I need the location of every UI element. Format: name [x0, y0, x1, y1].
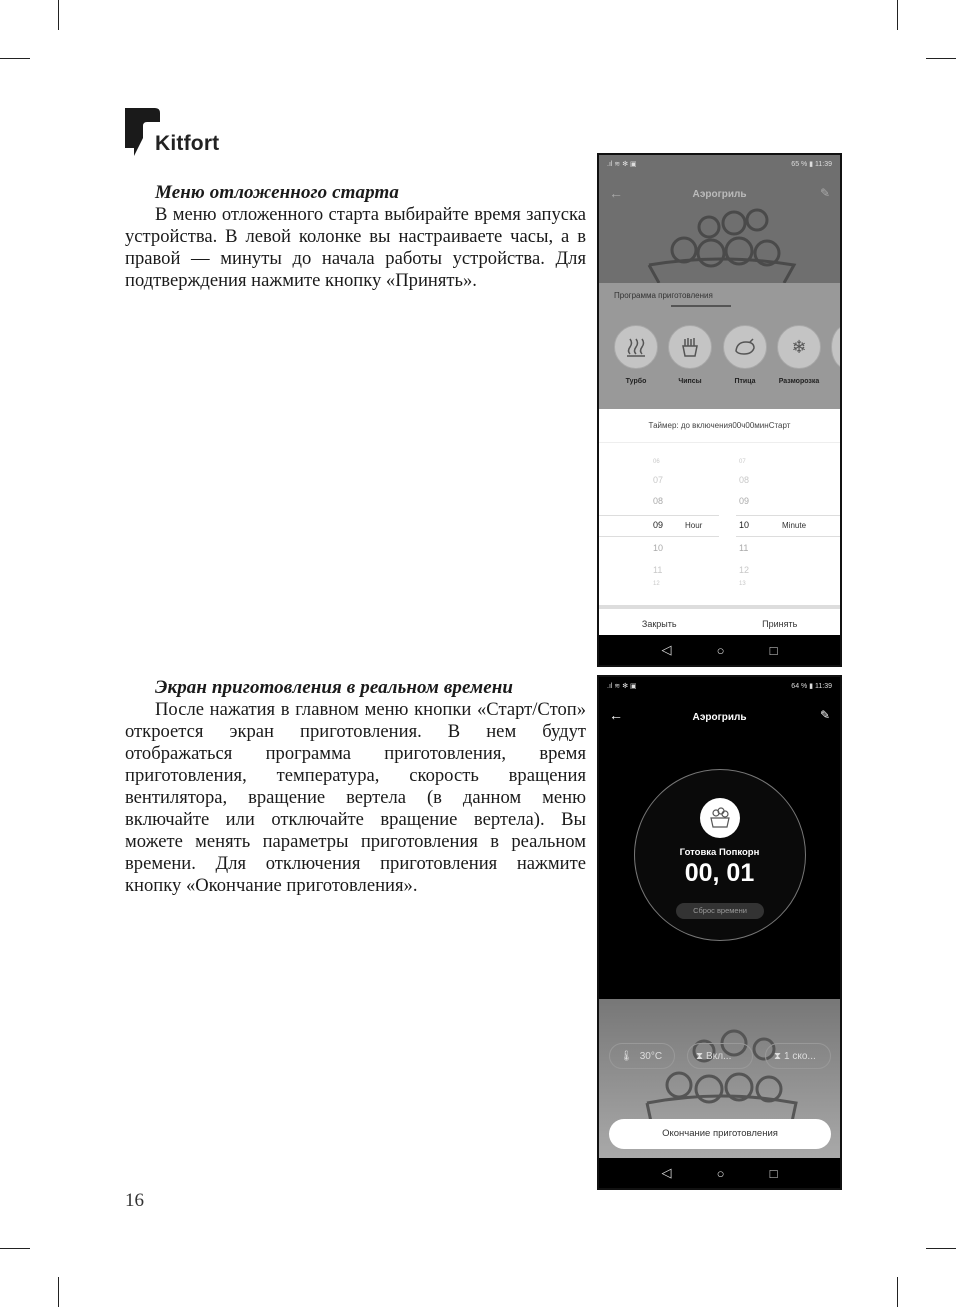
- nav-recents-icon[interactable]: □: [769, 642, 778, 658]
- program-name: Чипсы: [678, 378, 702, 385]
- reset-time-button[interactable]: Сброс времени: [676, 903, 764, 919]
- temperature-value: 30°C: [639, 1050, 663, 1062]
- back-arrow-icon[interactable]: ←: [609, 185, 623, 201]
- fan-speed-chip[interactable]: [765, 1043, 831, 1069]
- hour-picker[interactable]: [599, 449, 719, 599]
- picker-value: 13: [739, 581, 746, 587]
- program-defrost[interactable]: [777, 325, 821, 385]
- picker-value: 08: [739, 475, 750, 485]
- picker-selected-hour: 09: [653, 520, 664, 530]
- section-body: В меню отложенного старта выбирайте время запуска устройства. В левой колонке вы настраиваете часы, а в правой — минуты до начала работы устройства. Для подтверждения нажмите кнопку «Принять».: [125, 204, 586, 291]
- popcorn-icon: [708, 807, 732, 829]
- crop-mark: [926, 58, 956, 59]
- program-partial: [831, 325, 842, 369]
- popcorn-badge: [700, 798, 740, 838]
- crop-mark: [0, 58, 30, 59]
- cooking-time: 00, 01: [684, 859, 755, 887]
- section-realtime-cooking: [125, 677, 586, 897]
- picker-value: 07: [739, 459, 746, 465]
- programs-panel: [599, 283, 840, 411]
- battery-time: 64 % ▮ 11:39: [791, 683, 832, 690]
- picker-value: 07: [653, 475, 664, 485]
- snowflake-icon: ❄: [791, 336, 807, 357]
- crop-mark: [0, 1248, 30, 1249]
- crop-mark: [926, 1248, 956, 1249]
- programs-label-underline: [671, 305, 731, 307]
- spit-value: Вкл...: [706, 1050, 732, 1062]
- program-chips[interactable]: [668, 325, 712, 385]
- close-button[interactable]: Закрыть: [641, 619, 677, 629]
- program-name: Готовка Попкорн: [679, 847, 760, 858]
- picker-value: 10: [653, 543, 664, 553]
- nav-home-icon[interactable]: ○: [716, 1165, 725, 1181]
- crop-mark: [58, 1277, 59, 1307]
- signal-icon: .ıl ≋ ✻ ▣: [607, 683, 637, 690]
- bottom-panel: [599, 999, 840, 1161]
- status-bar: [599, 677, 840, 695]
- nav-home-icon[interactable]: ○: [716, 642, 725, 658]
- thermometer-icon: 🌡: [620, 1050, 633, 1062]
- hour-unit-label: Hour: [685, 521, 703, 530]
- program-name: Птица: [734, 378, 756, 385]
- section-title: Экран приготовления в реальном времени: [155, 677, 514, 698]
- header-title: Аэрогриль: [692, 712, 747, 723]
- timer-sheet: [599, 409, 840, 639]
- edit-pencil-icon[interactable]: ✎: [819, 708, 830, 722]
- picker-value: 12: [653, 581, 660, 587]
- back-arrow-icon[interactable]: ←: [609, 707, 623, 723]
- spit-chip[interactable]: [687, 1043, 753, 1069]
- minute-unit-label: Minute: [782, 521, 807, 530]
- phone-screenshot-delay-start: [597, 153, 842, 667]
- divider: [599, 442, 840, 443]
- section-delayed-start: [125, 182, 586, 292]
- accept-button[interactable]: Принять: [762, 619, 798, 629]
- brand-name: Kitfort: [155, 132, 220, 155]
- crop-mark: [897, 0, 898, 30]
- picker-value: 09: [739, 496, 750, 506]
- divider: [599, 605, 840, 609]
- temperature-chip[interactable]: [609, 1043, 675, 1069]
- section-body: После нажатия в главном меню кнопки «Старт/Стоп» откроется экран приготовления. В нем будут отображаться программа приготовления, время приготовления, температура, скорость вращения вентилятора, вращение вертела (в данном меню включайте или отключайте вращение вертела). Вы можете менять параметры приготовления в реальном времени. Для отключения приготовления нажмите кнопку «Окончание приготовления».: [125, 699, 586, 896]
- signal-icon: .ıl ≋ ✻ ▣: [607, 161, 637, 168]
- program-name: Разморозка: [778, 378, 820, 385]
- minute-picker[interactable]: [736, 449, 840, 599]
- crop-mark: [897, 1277, 898, 1307]
- page-number: 16: [125, 1190, 144, 1211]
- hourglass-icon: ⧗: [774, 1050, 782, 1062]
- picker-value: 12: [739, 565, 750, 575]
- battery-time: 65 % ▮ 11:39: [791, 161, 832, 168]
- fries-icon: [679, 336, 701, 358]
- program-name: Турбо: [625, 378, 647, 385]
- picker-selected-minute: 10: [739, 520, 750, 530]
- nav-back-icon[interactable]: ◁: [661, 642, 672, 657]
- status-bar: [599, 155, 840, 173]
- hourglass-icon: ⧗: [696, 1050, 704, 1062]
- picker-value: 06: [653, 459, 660, 465]
- section-title: Меню отложенного старта: [155, 182, 399, 203]
- timer-title: Таймер: до включения00ч00минСтарт: [648, 421, 791, 430]
- header-area: [599, 155, 840, 283]
- fan-speed-value: 1 ско...: [784, 1050, 816, 1062]
- picker-value: 08: [653, 496, 664, 506]
- picker-value: 11: [653, 565, 663, 575]
- android-nav-bar: [599, 1158, 840, 1188]
- brand-logo: [125, 108, 235, 158]
- program-turbo[interactable]: [614, 325, 658, 385]
- crop-mark: [58, 0, 59, 30]
- end-cooking-button[interactable]: Окончание приготовления: [609, 1119, 831, 1149]
- android-nav-bar: [599, 635, 840, 665]
- header-title: Аэрогриль: [692, 189, 747, 200]
- steam-icon: [625, 336, 647, 358]
- chicken-icon: [733, 337, 757, 357]
- picker-value: 11: [739, 543, 749, 553]
- nav-back-icon[interactable]: ◁: [661, 1165, 672, 1180]
- nav-recents-icon[interactable]: □: [769, 1165, 778, 1181]
- popcorn-bucket-icon: [639, 205, 804, 283]
- program-poultry[interactable]: [723, 325, 767, 385]
- phone-screenshot-cooking: [597, 675, 842, 1190]
- programs-label: Программа приготовления: [614, 291, 713, 300]
- edit-pencil-icon[interactable]: ✎: [819, 186, 830, 200]
